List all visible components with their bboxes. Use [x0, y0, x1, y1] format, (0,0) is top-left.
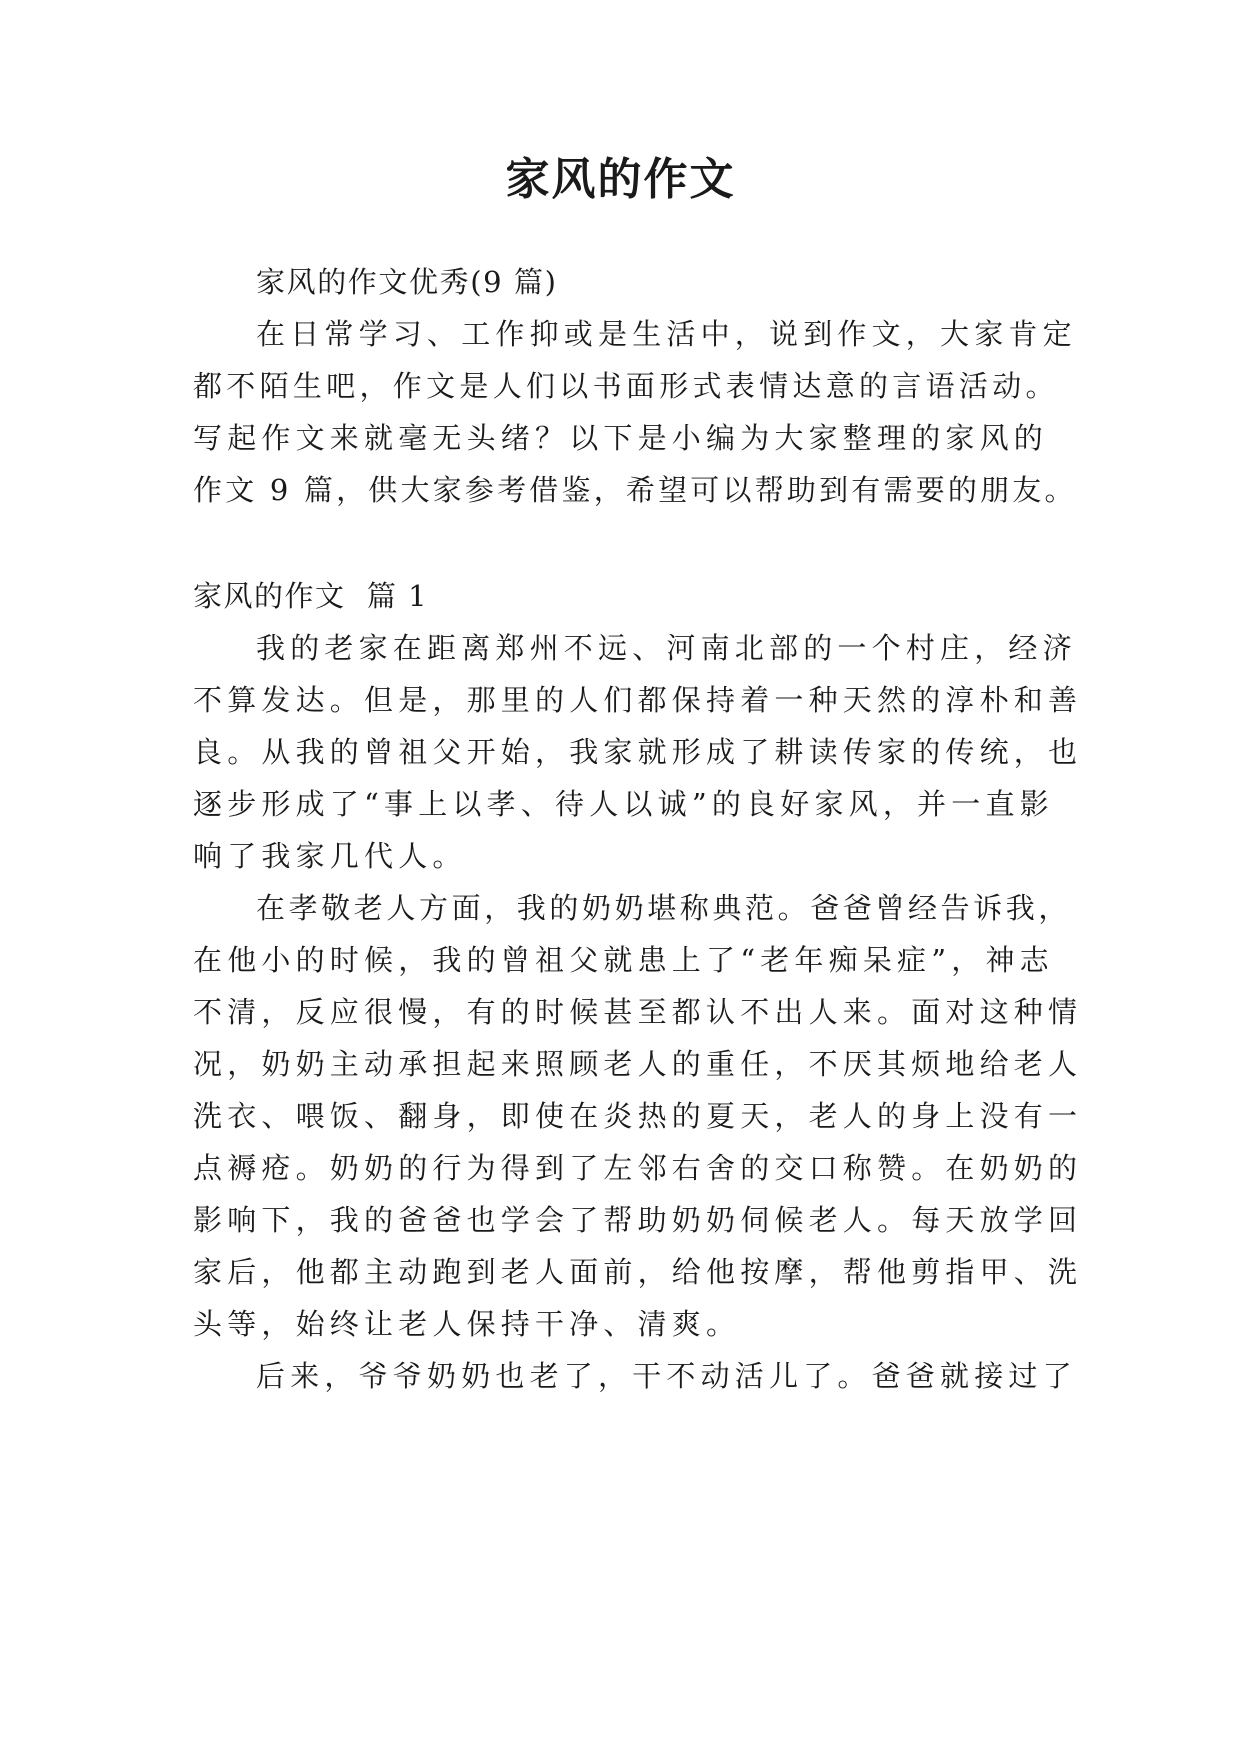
document-title: 家风的作文 — [505, 154, 736, 205]
intro-line: 写起作文来就毫无头绪？以下是小编为大家整理的家风的 — [193, 421, 1049, 455]
paragraph-line: 我的老家在距离郑州不远、河南北部的一个村庄，经济 — [256, 631, 1077, 665]
paragraph-line: 在孝敬老人方面，我的奶奶堪称典范。爸爸曾经告诉我， — [256, 891, 1072, 925]
intro-line: 都不陌生吧，作文是人们以书面形式表情达意的言语活动。 — [193, 369, 1059, 403]
paragraph-line: 响了我家几代人。 — [193, 839, 467, 873]
paragraph-line: 良。从我的曾祖父开始，我家就形成了耕读传家的传统，也 — [193, 735, 1083, 769]
paragraph-line: 头等，始终让老人保持干净、清爽。 — [193, 1307, 741, 1341]
intro-line: 在日常学习、工作抑或是生活中，说到作文，大家肯定 — [256, 317, 1077, 351]
paragraph-line: 家后，他都主动跑到老人面前，给他按摩，帮他剪指甲、洗 — [193, 1255, 1083, 1289]
paragraph-line: 况，奶奶主动承担起来照顾老人的重任，不厌其烦地给老人 — [193, 1047, 1083, 1081]
document-subtitle: 家风的作文优秀(9 篇) — [256, 265, 558, 299]
paragraph-line: 不清，反应很慢，有的时候甚至都认不出人来。面对这种情 — [193, 995, 1083, 1029]
section-heading: 家风的作文 篇 1 — [193, 579, 429, 613]
paragraph-line: 逐步形成了“事上以孝、待人以诚”的良好家风，并一直影 — [193, 787, 1054, 821]
paragraph-line: 不算发达。但是，那里的人们都保持着一种天然的淳朴和善 — [193, 683, 1083, 717]
paragraph-line: 在他小的时候，我的曾祖父就患上了“老年痴呆症”，神志 — [193, 943, 1054, 977]
paragraph-line: 后来，爷爷奶奶也老了，干不动活儿了。爸爸就接过了 — [256, 1359, 1077, 1393]
intro-line: 作文 9 篇，供大家参考借鉴，希望可以帮助到有需要的朋友。 — [193, 473, 1077, 507]
paragraph-line: 点褥疮。奶奶的行为得到了左邻右舍的交口称赞。在奶奶的 — [193, 1151, 1083, 1185]
paragraph-line: 影响下，我的爸爸也学会了帮助奶奶伺候老人。每天放学回 — [193, 1203, 1083, 1237]
paragraph-line: 洗衣、喂饭、翻身，即使在炎热的夏天，老人的身上没有一 — [193, 1099, 1083, 1133]
